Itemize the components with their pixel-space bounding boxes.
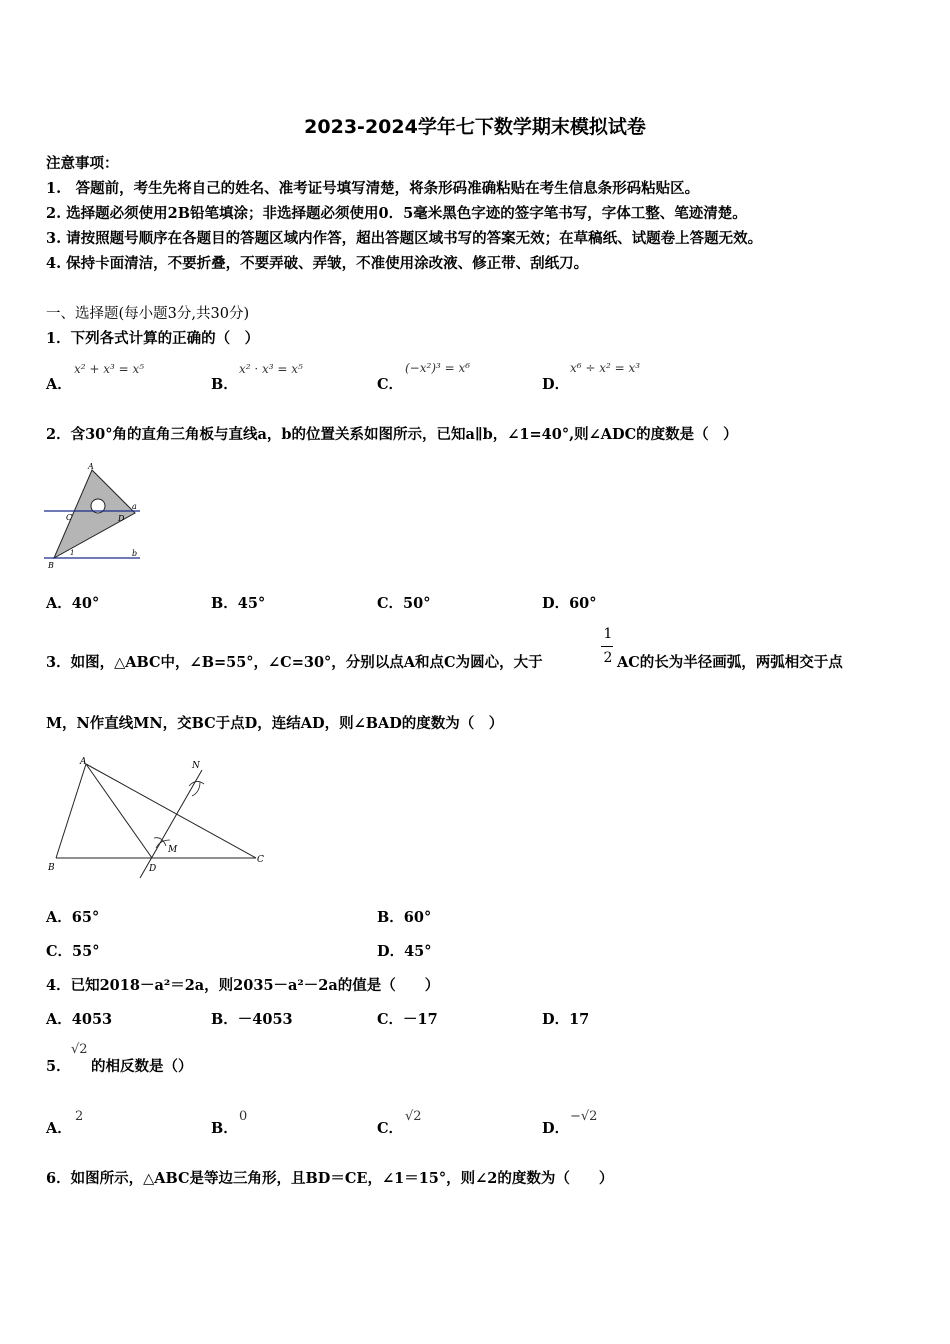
label-angle-1: 1 <box>70 549 75 557</box>
q1-option-d-label: D． <box>542 376 570 393</box>
question-3-stem-part2: AC的长为半径画弧，两弧相交于点 <box>617 654 843 671</box>
question-5-number: 5． <box>46 1058 71 1075</box>
q5-option-c-value: √2 <box>405 1109 422 1124</box>
q3-option-a: A．65° <box>46 909 100 926</box>
arc-N-2 <box>192 782 200 796</box>
q1-option-b-expr: x² · x³ = x⁵ <box>239 362 303 376</box>
section-heading: 一、选择题(每小题3分,共30分) <box>46 306 250 322</box>
arc-N-1 <box>189 781 204 786</box>
notice-item: 2. 选择题必须使用2B铅笔填涂；非选择题必须使用0．5毫米黑色字迹的签字笔书写，字体工整、笔迹清楚。 <box>46 205 747 222</box>
q1-option-c-label: C． <box>377 376 404 393</box>
label-B: B <box>48 561 54 570</box>
q1-option-b-label: B． <box>211 376 238 393</box>
arc-M-1 <box>154 838 166 846</box>
fraction-numerator: 1 <box>603 626 613 642</box>
label-N: N <box>192 761 200 771</box>
q4-option-c: C．－17 <box>377 1011 438 1028</box>
line-MN <box>140 770 202 878</box>
label-A: A <box>80 757 87 767</box>
label-A: A <box>88 462 94 471</box>
q5-option-a-value: 2 <box>75 1109 84 1124</box>
page-title: 2023-2024学年七下数学期末模拟试卷 <box>304 116 646 138</box>
q5-option-a-label: A． <box>46 1120 72 1137</box>
q3-option-c: C．55° <box>46 943 100 960</box>
q3-option-b: B．60° <box>377 909 432 926</box>
label-M: M <box>168 845 178 855</box>
q1-option-a-label: A． <box>46 376 72 393</box>
q5-option-b-label: B． <box>211 1120 238 1137</box>
side-AB <box>56 764 86 858</box>
label-B: B <box>48 863 55 873</box>
q2-option-c: C．50° <box>377 595 431 612</box>
q5-option-b-value: 0 <box>239 1109 248 1124</box>
question-3-stem-part1: 3．如图，△ABC中，∠B=55°，∠C=30°，分别以点A和点C为圆心，大于 <box>46 654 543 671</box>
q3-option-d: D．45° <box>377 943 432 960</box>
q5-option-c-label: C． <box>377 1120 404 1137</box>
label-C: C <box>66 513 73 522</box>
q2-option-b: B．45° <box>211 595 266 612</box>
q5-radical: √2 <box>71 1042 88 1057</box>
label-b: b <box>132 549 138 558</box>
q2-triangle-figure <box>42 458 144 574</box>
q4-option-b: B．－4053 <box>211 1011 293 1028</box>
question-5-stem: 的相反数是（） <box>91 1058 193 1075</box>
q2-option-a: A．40° <box>46 595 100 612</box>
q1-option-a-expr: x² + x³ = x⁵ <box>74 362 145 376</box>
notice-item: 4. 保持卡面清洁，不要折叠，不要弄破、弄皱，不准使用涂改液、修正带、刮纸刀。 <box>46 255 589 272</box>
label-D: D <box>149 864 157 874</box>
segment-AD <box>86 764 152 858</box>
label-D: D <box>118 514 125 523</box>
fraction-denominator: 2 <box>603 650 613 666</box>
q5-option-d-label: D． <box>542 1120 570 1137</box>
q2-option-d: D．60° <box>542 595 597 612</box>
notice-item: 1. 答题前，考生先将自己的姓名、准考证号填写清楚，将条形码准确粘贴在考生信息条形码粘贴区。 <box>46 180 700 197</box>
label-C: C <box>257 855 264 865</box>
q3-triangle-figure <box>44 752 274 882</box>
question-2-stem: 2．含30°角的直角三角板与直线a，b的位置关系如图所示，已知a∥b，∠1=40°,则∠ADC的度数是（ ） <box>46 426 738 443</box>
q4-option-a: A．4053 <box>46 1011 113 1028</box>
label-a: a <box>132 502 137 511</box>
q4-option-d: D．17 <box>542 1011 590 1028</box>
fraction-bar <box>601 646 613 647</box>
notice-heading: 注意事项： <box>46 155 119 172</box>
question-3-stem-line2: M，N作直线MN，交BC于点D，连结AD，则∠BAD的度数为（ ） <box>46 715 504 732</box>
notice-item: 3. 请按照题号顺序在各题目的答题区域内作答，超出答题区域书写的答案无效；在草稿纸、试题卷上答题无效。 <box>46 230 763 247</box>
q1-option-c-expr: (−x²)³ = x⁶ <box>405 361 471 375</box>
question-1-stem: 1．下列各式计算的正确的（ ） <box>46 330 260 347</box>
side-AC <box>86 764 256 858</box>
question-4-stem: 4．已知2018－a²＝2a，则2035－a²－2a的值是（ ） <box>46 977 440 994</box>
question-6-stem: 6．如图所示，△ABC是等边三角形，且BD＝CE，∠1＝15°，则∠2的度数为（ ） <box>46 1170 614 1187</box>
q5-option-d-value: −√2 <box>570 1109 598 1124</box>
q1-option-d-expr: x⁶ ÷ x² = x³ <box>570 361 641 375</box>
